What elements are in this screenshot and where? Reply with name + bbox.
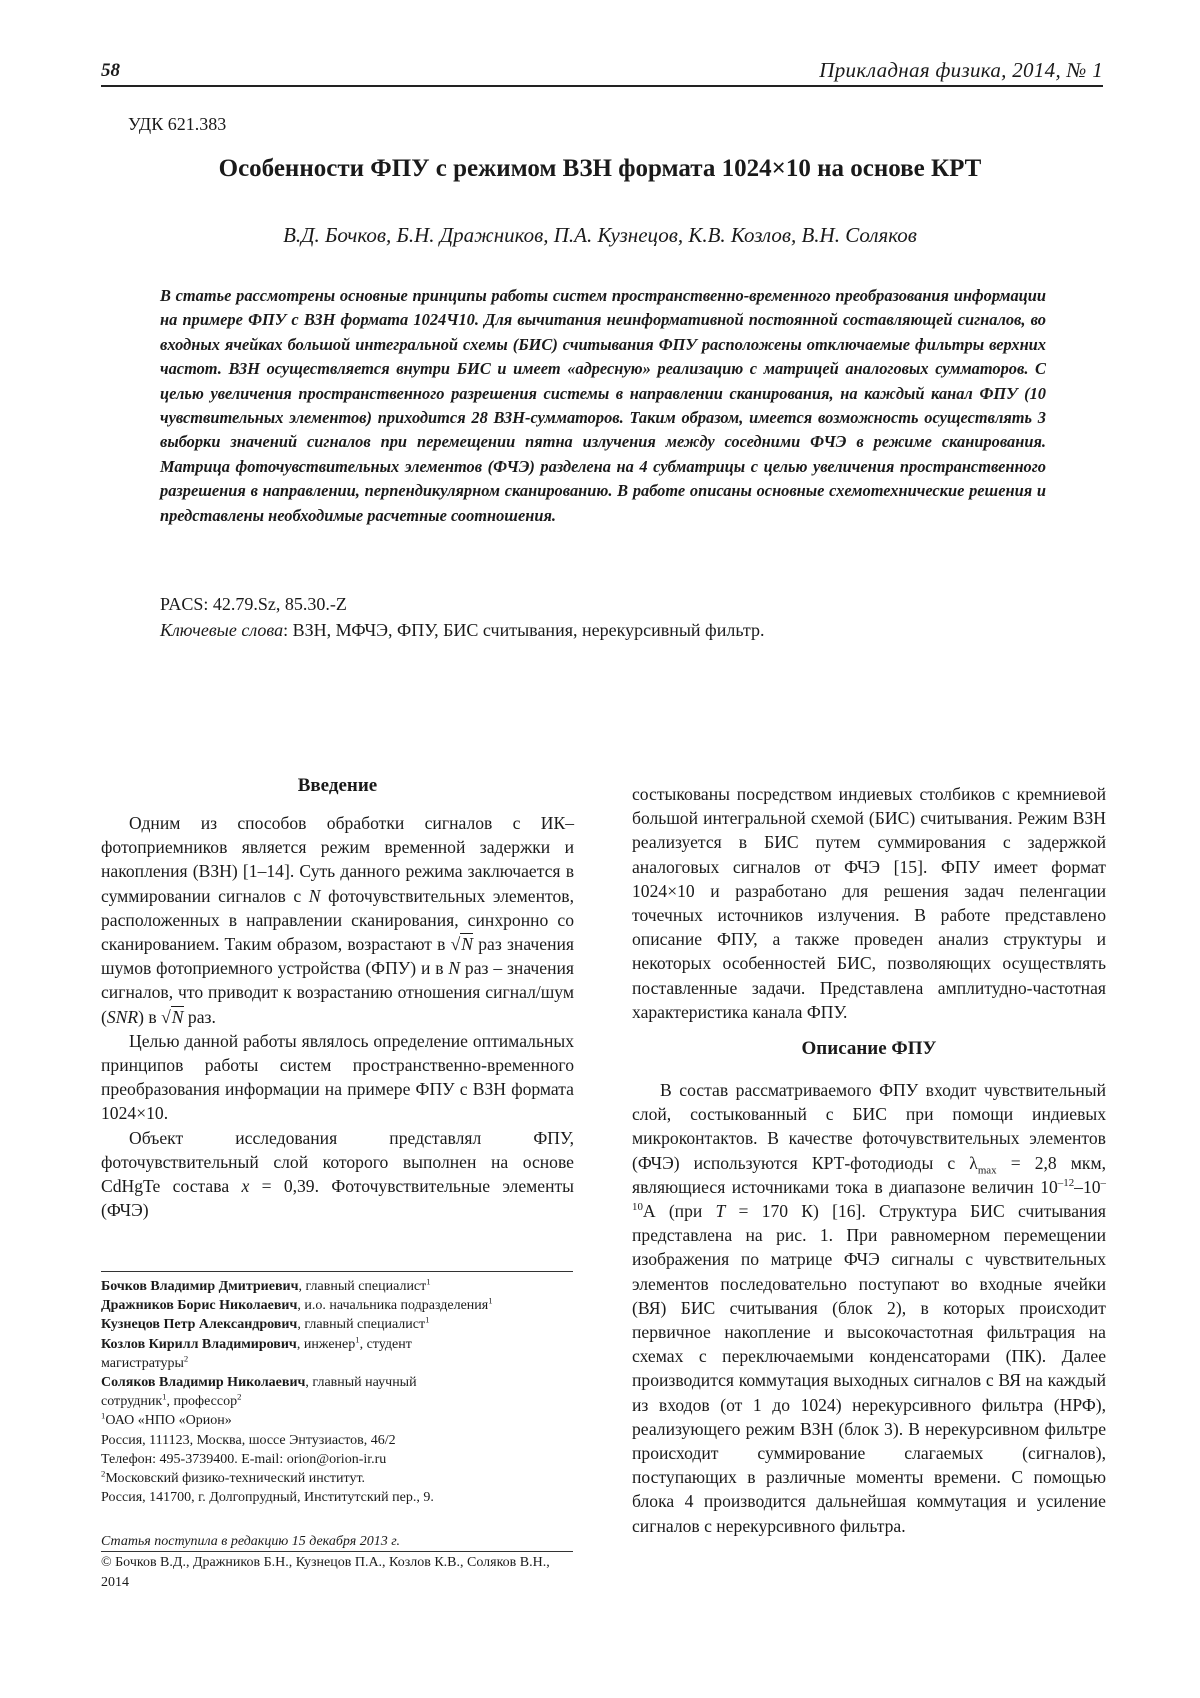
header-rule [101, 85, 1103, 87]
right-paragraph-2 [632, 1078, 1106, 1538]
author-name: Козлов Кирилл Владимирович [101, 1336, 297, 1352]
author-name: Дражников Борис Николаевич [101, 1298, 298, 1314]
footnote-org-2-address: Россия, 141700, г. Долгопрудный, Институтский пер., 9. [101, 1490, 434, 1506]
journal-title: Прикладная физика, 2014, № 1 [819, 58, 1103, 82]
superscript: 1 [162, 1391, 167, 1402]
page-number: 58 [101, 60, 120, 81]
text-run: Одним из способов обработки сигналов с ИК–фотоприемников является режим временной задержки и накопления (ВЗН) [1–14]. Суть данного режима заключается в суммировании сигналов с [101, 813, 574, 906]
superscript: 1 [488, 1295, 493, 1306]
footnote-author-1 [101, 1277, 573, 1296]
article-title: Особенности ФПУ с режимом ВЗН формата 1024×10 на основе КРТ [218, 155, 982, 182]
superscript: 1 [355, 1333, 360, 1344]
author-list: В.Д. Бочков, Б.Н. Дражников, П.А. Кузнецов, К.В. Козлов, В.Н. Соляков [283, 223, 917, 247]
intro-paragraph-3 [101, 1126, 574, 1223]
udk-code: УДК 621.383 [128, 114, 227, 134]
author-name: Кузнецов Петр Александрович [101, 1317, 298, 1333]
author-role: , главный специалист [298, 1279, 427, 1294]
author-role: , главный научный сотрудник [101, 1375, 417, 1410]
superscript: –10 [632, 1176, 1106, 1214]
pacs-codes: PACS: 42.79.Sz, 85.30.-Z [160, 594, 347, 614]
text-run: = 170 К) [16]. Структура БИС считывания представлена на рис. 1. При равномерном перемещении изображения по матрице ФЧЭ сигналы с чувствительных элементов последовательно поступают во входные ячейки (ВЯ) БИС считывания (блок 2), в которых происходит первичное накопление и высокочастотная фильтрация на схемах с переключаемыми конденсаторами (ПК). Далее производится коммутация выходных сигналов с ВЯ на каждый из входов (от 1 до 1024) нерекурсивного фильтра (НРФ), реализующего режим ВЗН (блок 3). В нерекурсивном фильтре происходит суммирование слагаемых (сигналов), поступающих в различные моменты времени. С помощью блока 4 производится дальнейшая коммутация и усиление сигналов с нерекурсивного фильтра. [632, 1201, 1106, 1536]
author-role: , профессор [166, 1394, 238, 1410]
superscript: 2 [101, 1468, 106, 1479]
superscript: 1 [425, 1314, 430, 1325]
math-var: N [308, 885, 321, 906]
author-role: , инженер [296, 1336, 356, 1352]
text-run: фоточувствительных элементов, расположенных в направлении сканирования, синхронно со сканированием. Таким образом, возрастают в [101, 885, 574, 955]
keywords-label: Ключевые слова [160, 620, 284, 640]
author-role: , и.о. начальника подразделения [297, 1298, 489, 1314]
intro-paragraph-1 [101, 811, 574, 1029]
text-run: раз значения шумов фотоприемного устройства (ФПУ) и в [101, 934, 575, 979]
text-run: Объект исследования представлял ФПУ, фоточувствительный слой которого выполнен на основе CdHgTe состава [101, 1127, 574, 1197]
org-name: ОАО «НПО «Орион» [105, 1413, 232, 1429]
footnote-author-4 [101, 1335, 416, 1373]
superscript: 1 [426, 1276, 431, 1287]
author-name: Соляков Владимир Николаевич [101, 1375, 306, 1391]
superscript: –12 [1057, 1176, 1075, 1189]
keywords [160, 620, 764, 641]
footnote-author-2 [101, 1296, 573, 1315]
left-column [101, 775, 574, 1222]
right-paragraph-1: состыкованы посредством индиевых столбиков с кремниевой большой интегральной схемой (БИС) считывания. Режим ВЗН реализуется в БИС путем суммирования с задержкой аналоговых сигналов от ФЧЭ [15]. ФПУ имеет формат 1024×10 и разработано для решения задач пеленгации точечных источников излучения. В работе представлено описание ФПУ, а также проведен анализ структуры и некоторых особенностей БИС, позволяющих осуществлять поставленные задачи. Представлена амплитудно-частотная характеристика канала ФПУ. [632, 784, 1106, 1022]
math-var: x [241, 1176, 250, 1197]
sqrt-symbol: √ [450, 934, 461, 955]
footnote-org-2 [101, 1469, 573, 1488]
abstract: В статье рассмотрены основные принципы работы систем пространственно-временного преобразования информации на примере ФПУ с ВЗН формата 1024Ч10. Для вычитания неинформативной постоянной составляющей сигналов, во входных ячейках большой интегральной схемы (БИС) считывания ФПУ расположены отключаемые фильтры верхних частот. ВЗН осуществляется внутри БИС и имеет «адресную» реализацию с матрицей аналоговых сумматоров. С целью увеличения пространственного разрешения системы в направлении сканирования, на каждый канал ФПУ (10 чувствительных элементов) приходится 28 ВЗН-сумматоров. Таким образом, имеется возможность осуществлять 3 выборки значений сигналов при перемещении пятна излучения между соседними ФЧЭ в режиме сканирования. Матрица фоточувствительных элементов (ФЧЭ) разделена на 4 субматрицы с целью увеличения пространственного разрешения в направлении, перпендикулярном сканированию. В работе описаны основные схемотехнические решения и представлены необходимые расчетные соотношения. [160, 286, 1046, 525]
math-var: SNR [106, 1006, 139, 1027]
footnote-rule [101, 1271, 573, 1272]
superscript: 2 [237, 1391, 242, 1402]
text-run: А (при [642, 1201, 716, 1222]
keywords-text: : ВЗН, МФЧЭ, ФПУ, БИС считывания, нерекурсивный фильтр. [283, 620, 765, 640]
subscript: max [977, 1164, 997, 1177]
text-run: ) в [138, 1006, 162, 1027]
copyright: © Бочков В.Д., Дражников Б.Н., Кузнецов П.А., Козлов К.В., Соляков В.Н., 2014 [101, 1555, 550, 1590]
superscript: 2 [183, 1353, 189, 1364]
footnote-org-1-contact: Телефон: 495-3739400. E-mail: orion@orion-ir.ru [101, 1451, 387, 1467]
text-run: раз – значения сигналов, что приводит к возрастанию отношения сигнал/шум ( [101, 958, 574, 1027]
footnote-author-3 [101, 1315, 573, 1334]
sqrt-symbol: √ [161, 1006, 171, 1027]
org-name: Московский физико-технический институт. [105, 1471, 366, 1487]
footnote-author-5 [101, 1373, 466, 1411]
author-name: Бочков Владимир Дмитриевич [101, 1279, 299, 1294]
received-date: Статья поступила в редакцию 15 декабря 2013 г. [101, 1534, 401, 1549]
author-role: , студент магистратуры [101, 1336, 412, 1371]
section-heading-intro: Введение [297, 775, 378, 796]
copyright-rule [101, 1551, 573, 1552]
math-var: N [171, 1006, 184, 1027]
text-run: –10 [1074, 1176, 1101, 1197]
intro-paragraph-2: Целью данной работы являлось определение оптимальных принципов работы систем пространственно-временного преобразования информации на примере ФПУ с ВЗН формата 1024×10. [101, 1030, 574, 1124]
section-heading-description: Описание ФПУ [801, 1038, 937, 1060]
right-column [632, 782, 1106, 1538]
text-run: В состав рассматриваемого ФПУ входит чувствительный слой, состыкованный с БИС при помощи индиевых микроконтактов. В качестве фоточувствительных элементов (ФЧЭ) используются КРТ-фотодиоды с λ [632, 1080, 1106, 1173]
footnote-org-1 [101, 1411, 573, 1430]
text-run: = 2,8 мкм, являющиеся источниками тока в диапазоне величин 10 [632, 1152, 1106, 1197]
author-role: , главный специалист [297, 1317, 426, 1333]
math-var: N [448, 958, 461, 979]
text-run: = 0,39. Фоточувствительные элементы (ФЧЭ) [101, 1176, 575, 1221]
superscript: 1 [101, 1410, 106, 1421]
footnote-org-1-address: Россия, 111123, Москва, шоссе Энтузиастов, 46/2 [101, 1432, 396, 1448]
math-var: N [461, 934, 474, 955]
text-run: раз. [183, 1006, 216, 1027]
math-var: T [715, 1201, 726, 1222]
author-footnotes [101, 1277, 573, 1507]
